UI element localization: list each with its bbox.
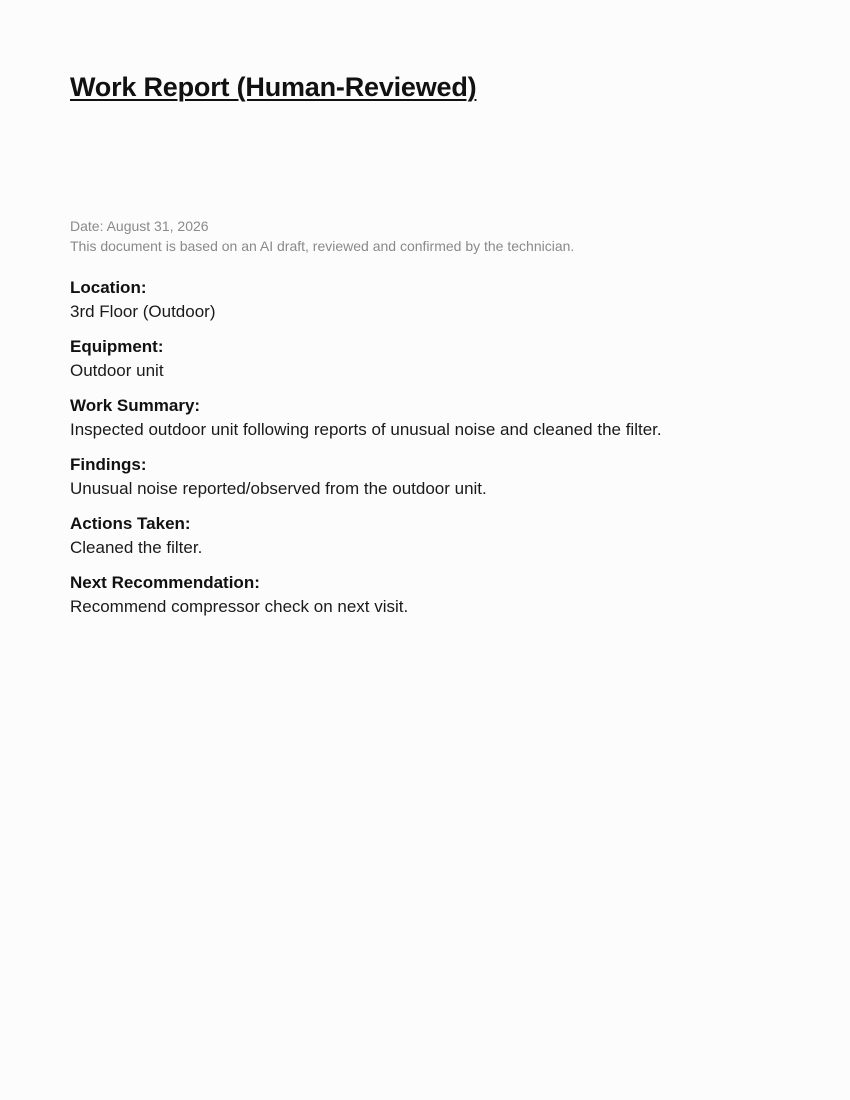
report-sections (70, 276, 662, 630)
section-location (70, 276, 662, 324)
section-label: Work Summary: (70, 396, 201, 415)
section-label: Equipment: (70, 337, 164, 356)
report-meta (70, 216, 574, 256)
section-label: Next Recommendation: (70, 573, 260, 592)
section-value: 3rd Floor (Outdoor) (70, 302, 216, 321)
section-value: Unusual noise reported/observed from the outdoor unit. (70, 479, 487, 498)
section-value: Cleaned the filter. (70, 538, 203, 557)
section-next-recommendation (70, 571, 662, 619)
review-note: This document is based on an AI draft, reviewed and confirmed by the technician. (70, 238, 575, 254)
section-work-summary (70, 394, 662, 442)
section-value: Inspected outdoor unit following reports of unusual noise and cleaned the filter. (70, 420, 662, 439)
section-label: Findings: (70, 455, 147, 474)
section-findings (70, 453, 662, 501)
section-equipment (70, 335, 662, 383)
section-label: Location: (70, 278, 147, 297)
report-date: Date: August 31, 2026 (70, 218, 209, 234)
section-value: Recommend compressor check on next visit. (70, 597, 409, 616)
section-value: Outdoor unit (70, 361, 164, 380)
section-label: Actions Taken: (70, 514, 191, 533)
page-title: Work Report (Human-Reviewed) (70, 72, 477, 102)
section-actions-taken (70, 512, 662, 560)
